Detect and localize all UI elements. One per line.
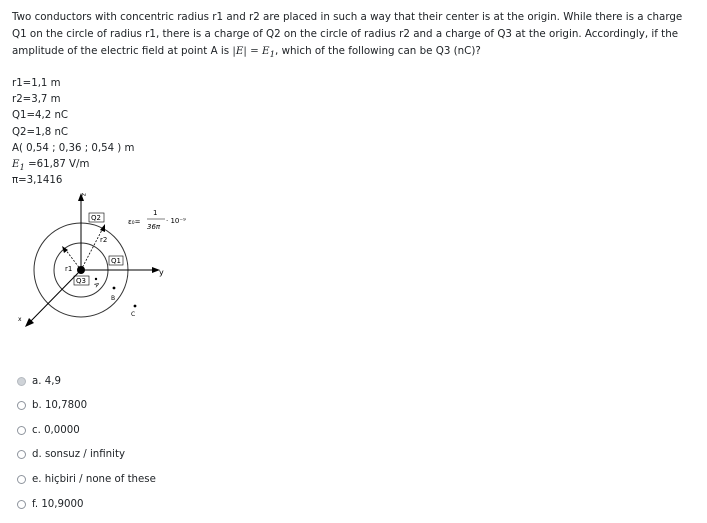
epsilon-numerator: 1 <box>153 209 158 217</box>
point-a-label: A <box>92 281 101 289</box>
r1-label: r1 <box>65 265 73 273</box>
point-c-label: C <box>131 311 136 318</box>
point-b <box>113 287 116 290</box>
given-q1: Q1=4,2 nC <box>12 110 69 122</box>
field-magnitude-formula: $|E| = E_1$ <box>232 45 276 61</box>
radio-a[interactable] <box>17 377 26 386</box>
point-b-label: B <box>111 295 116 302</box>
option-d[interactable]: d. sonsuz / infinity <box>17 444 125 464</box>
radio-c[interactable] <box>17 426 26 435</box>
option-b[interactable]: b. 10,7800 <box>17 395 87 415</box>
r2-label: r2 <box>100 236 108 244</box>
r2-radius <box>81 228 103 270</box>
x-axis-label: x <box>18 316 22 323</box>
given-e1: $E_1 =61,87$ V/m <box>12 158 90 173</box>
radio-d[interactable] <box>17 450 26 459</box>
option-f[interactable]: f. 10,9000 <box>17 494 83 514</box>
point-a <box>95 278 97 280</box>
given-point-a: A( 0,54 ; 0,36 ; 0,54 ) m <box>12 142 135 154</box>
radio-e[interactable] <box>17 475 26 484</box>
epsilon-denominator: 36π <box>147 223 161 231</box>
given-values <box>12 76 134 189</box>
q2-label: Q2 <box>91 214 101 222</box>
q3-label: Q3 <box>76 277 86 285</box>
epsilon-label: ε₀= <box>128 218 141 226</box>
option-a[interactable]: a. 4,9 <box>17 371 61 391</box>
given-r1: r1=1,1 m <box>12 78 61 89</box>
radio-b[interactable] <box>17 401 26 410</box>
radio-f[interactable] <box>17 500 26 509</box>
y-axis-label: y <box>159 268 164 277</box>
given-r2: r2=3,7 m <box>12 94 61 106</box>
question-text: Two conductors with concentric radius r1 and r2 are placed in such a way that their center is at the origin. While there is a charge Q1 on the circle of radius r1, there is a charge of Q2 on the circle of radius r2 and a charge of Q3 at the origin. Accordingly, if the amplitude of the electric field at point A is $|E| = E_1$, which of the following can be Q3 (nC)? <box>12 11 683 61</box>
given-pi: π=3,1416 <box>12 175 63 187</box>
option-c[interactable]: c. 0,0000 <box>17 420 80 440</box>
epsilon-power: · 10⁻⁹ <box>166 217 186 225</box>
option-e[interactable]: e. hiçbiri / none of these <box>17 469 156 489</box>
q1-label: Q1 <box>111 257 121 265</box>
z-axis-label: z <box>80 193 87 197</box>
concentric-conductors-figure <box>14 185 199 330</box>
point-c <box>134 305 137 308</box>
given-q2: Q2=1,8 nC <box>12 126 69 138</box>
